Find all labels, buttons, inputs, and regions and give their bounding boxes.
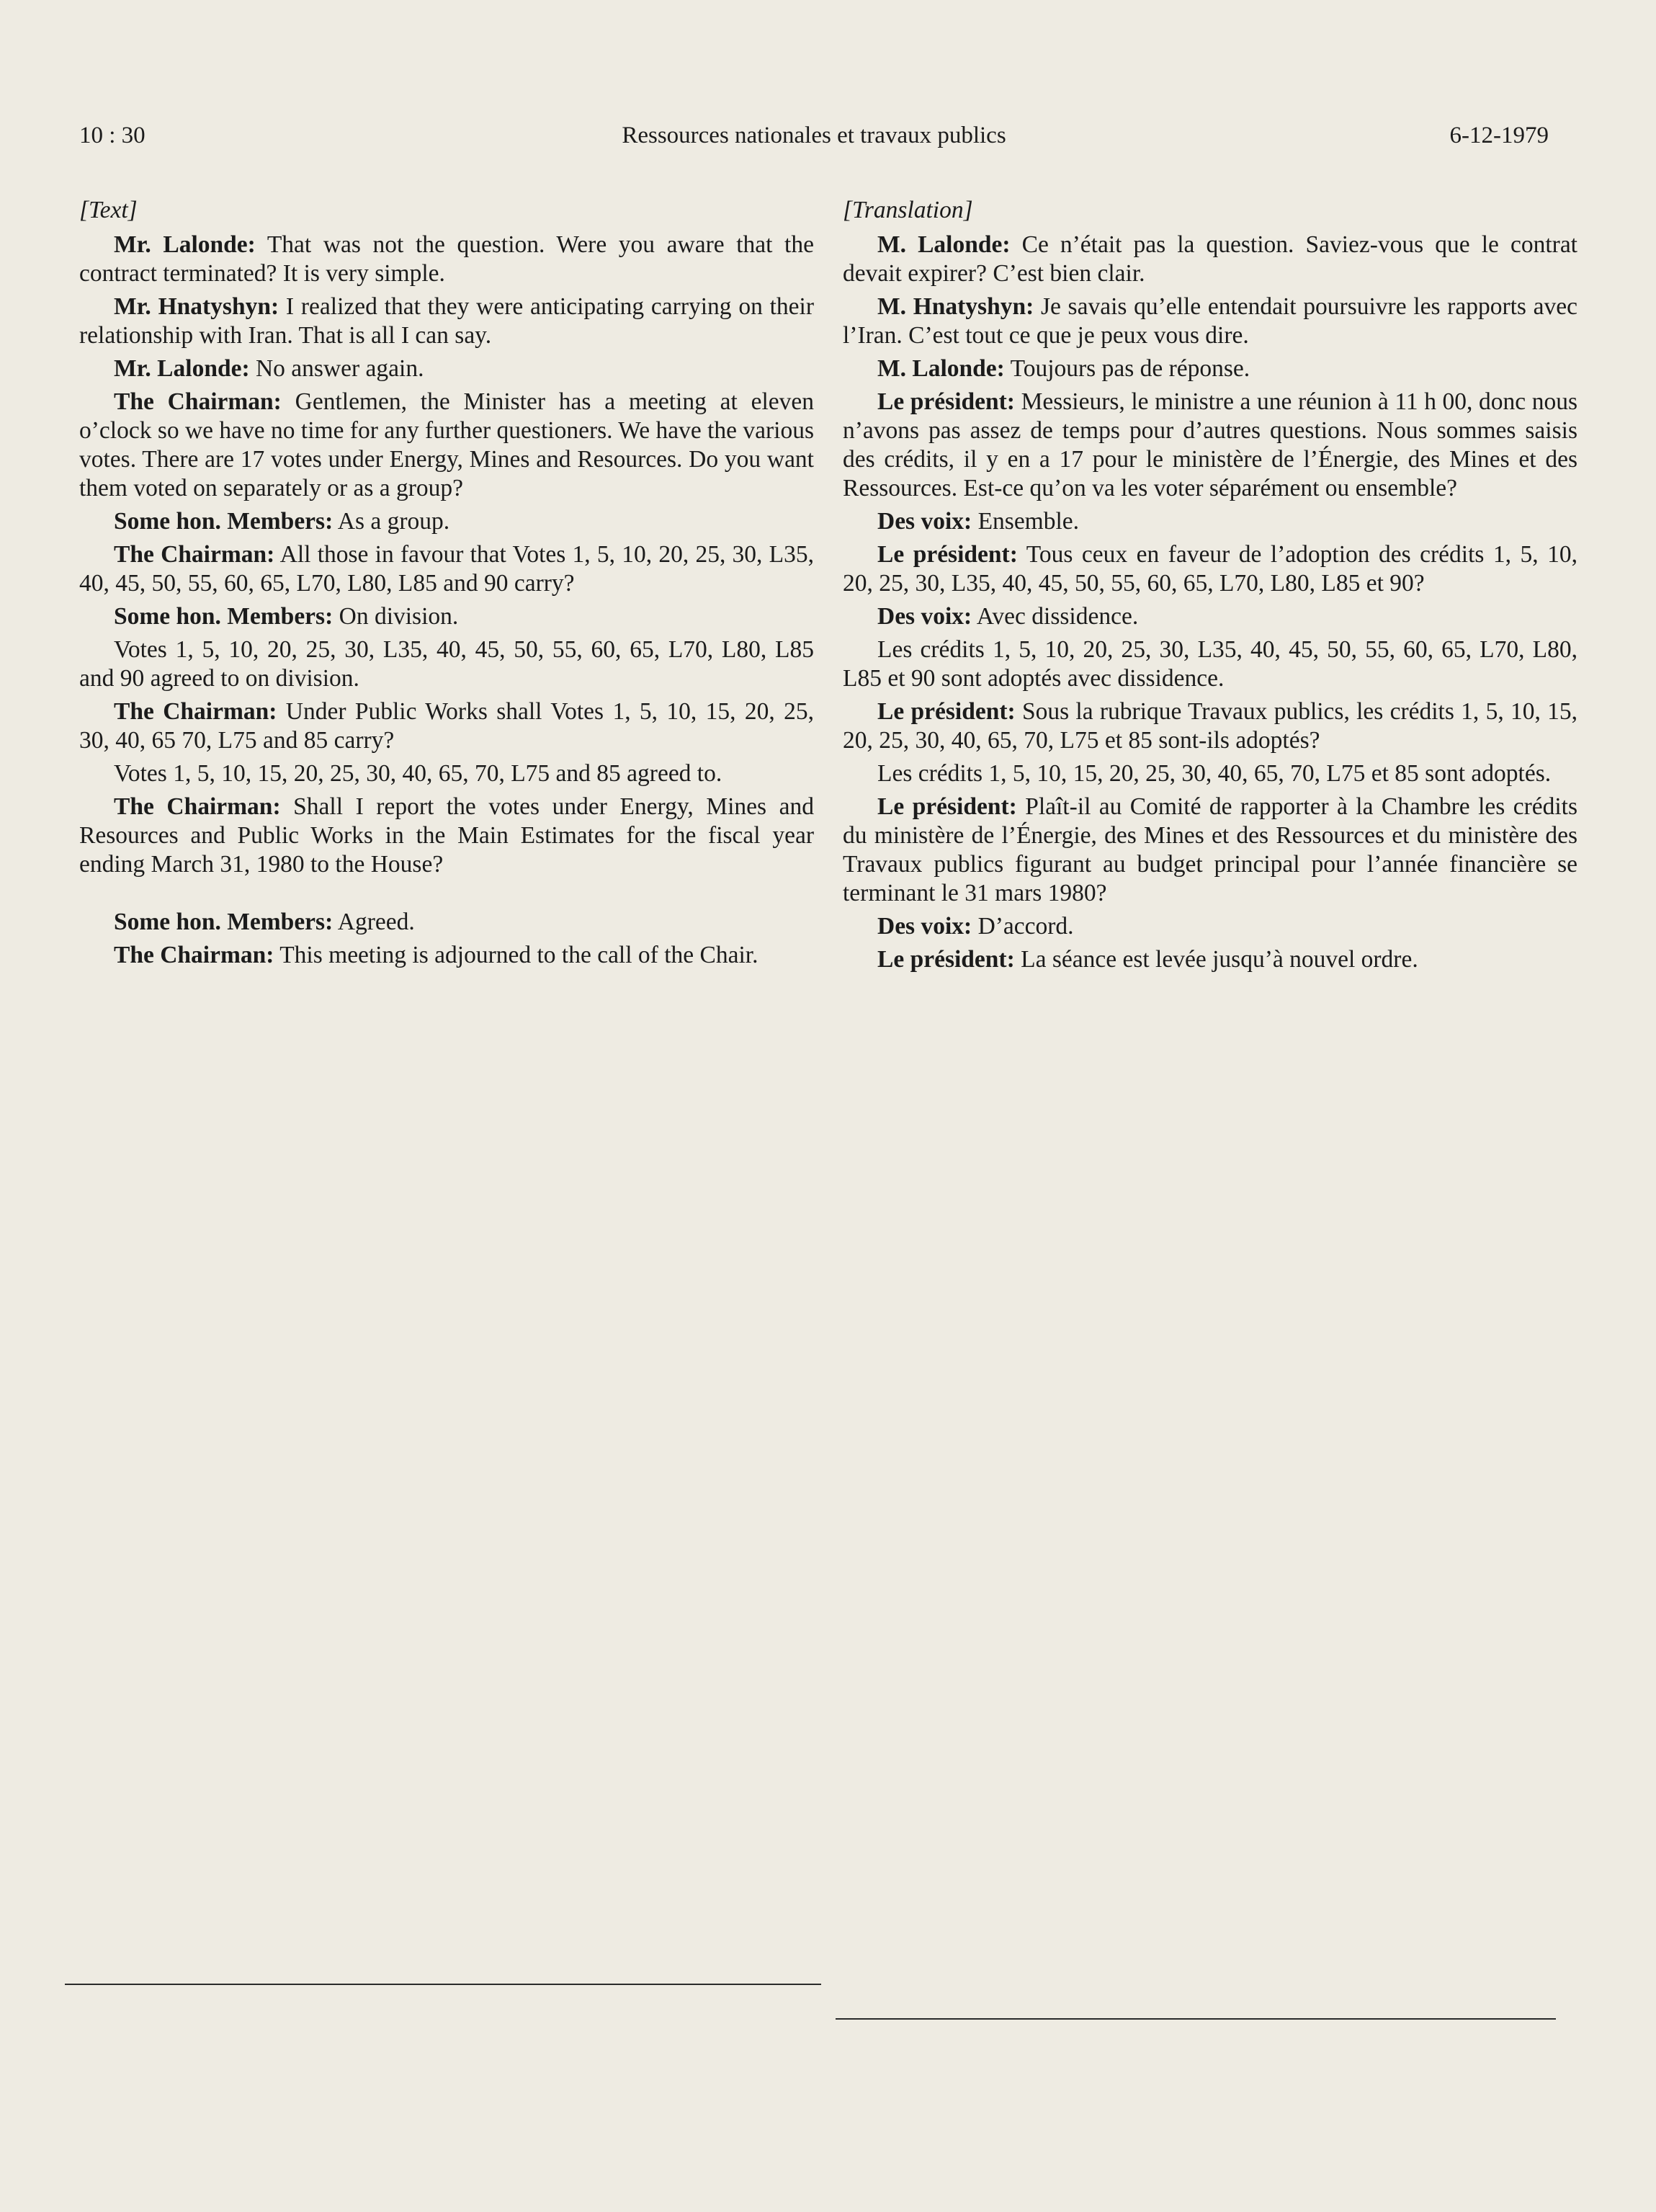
speaker-name: The Chairman:	[114, 541, 275, 568]
paragraph	[843, 507, 1577, 536]
paragraph	[843, 231, 1577, 288]
paragraph	[843, 635, 1577, 693]
left-footer-rule	[65, 1984, 821, 1985]
speech-text: Toujours pas de réponse.	[1010, 355, 1250, 382]
english-column	[79, 196, 814, 974]
speaker-name: Le président:	[877, 698, 1016, 725]
speech-text: Sous la rubrique Travaux publics, les crédits 1, 5, 10, 15, 20, 25, 30, 40, 65, 70, L75 et 85 sont-ils adoptés?	[843, 698, 1578, 754]
speaker-name: Des voix:	[877, 508, 972, 535]
speaker-name: The Chairman:	[114, 793, 281, 820]
speaker-name: Le président:	[877, 541, 1018, 568]
speech-text: On division.	[339, 603, 459, 630]
speech-text: I realized that they were anticipating carrying on their relationship with Iran. That is all I can say.	[79, 293, 814, 349]
speaker-name: Le président:	[877, 946, 1015, 973]
paragraph	[843, 540, 1577, 598]
speech-text: Under Public Works shall Votes 1, 5, 10, 15, 20, 25, 30, 40, 65 70, L75 and 85 carry?	[79, 698, 815, 754]
speaker-name: Des voix:	[877, 603, 972, 630]
speaker-name: Some hon. Members:	[114, 508, 334, 535]
paragraph	[843, 912, 1577, 941]
column-label: [Text]	[79, 197, 138, 223]
speech-text: That was not the question. Were you aware that the contract terminated? It is very simple.	[79, 231, 814, 287]
paragraph	[79, 908, 814, 937]
speech-text: Votes 1, 5, 10, 15, 20, 25, 30, 40, 65, 70, L75 and 85 agreed to.	[114, 760, 722, 787]
speech-text: As a group.	[337, 508, 450, 535]
speech-text: Je savais qu’elle entendait poursuivre les rapports avec l’Iran. C’est tout ce que je peux vous dire.	[843, 293, 1578, 349]
speech-text: La séance est levée jusqu’à nouvel ordre.	[1021, 946, 1418, 973]
speaker-name: The Chairman:	[114, 942, 274, 968]
speaker-name: Des voix:	[877, 913, 972, 940]
speaker-name: Mr. Hnatyshyn:	[114, 293, 279, 320]
paragraph	[79, 697, 814, 755]
running-title: Ressources nationales et travaux publics	[622, 122, 1006, 148]
speech-text: Les crédits 1, 5, 10, 15, 20, 25, 30, 40, 65, 70, L75 et 85 sont adoptés.	[877, 760, 1552, 787]
speech-text: No answer again.	[255, 355, 424, 382]
paragraph	[79, 793, 814, 879]
speaker-name: Le président:	[877, 793, 1017, 820]
paragraph	[843, 793, 1577, 908]
speech-text: Shall I report the votes under Energy, Mines and Resources and Public Works in the Main Estimates for the fiscal year ending March 31, 1980 to the House?	[79, 793, 815, 878]
speaker-name: The Chairman:	[114, 698, 277, 725]
paragraph	[843, 354, 1577, 383]
speech-text: Les crédits 1, 5, 10, 20, 25, 30, L35, 40, 45, 50, 55, 60, 65, L70, L80, L85 et 90 sont adoptés avec dissidence.	[843, 636, 1577, 692]
speaker-name: Mr. Lalonde:	[114, 231, 256, 258]
paragraph	[79, 941, 814, 970]
paragraph	[843, 602, 1577, 631]
speech-text: Messieurs, le ministre a une réunion à 11 h 00, donc nous n’avons pas assez de temps pour d’autres questions. Nous sommes saisis des crédits, il y en a 17 pour le ministère de l’Énergie, des Mines et des Ressources. Est-ce qu’on va les voter séparément ou ensemble?	[843, 388, 1577, 501]
speech-text: Ensemble.	[977, 508, 1080, 535]
paragraph	[79, 602, 814, 631]
speech-text: Plaît-il au Comité de rapporter à la Chambre les crédits du ministère de l’Énergie, des Mines et des Ressources et du ministère des Travaux publics figurant au budget principal pour l’année financière se terminant le 31 mars 1980?	[843, 793, 1577, 906]
speech-text: Ce n’était pas la question. Saviez-vous que le contrat devait expirer? C’est bien clair.	[843, 231, 1577, 287]
french-column	[843, 196, 1577, 978]
paragraph	[843, 945, 1577, 974]
speech-text: Avec dissidence.	[976, 603, 1139, 630]
speech-text: Agreed.	[337, 909, 415, 935]
speaker-name: Some hon. Members:	[114, 909, 334, 935]
page-header	[79, 122, 1549, 166]
speech-text: Tous ceux en faveur de l’adoption des crédits 1, 5, 10, 20, 25, 30, L35, 40, 45, 50, 55, 60, 65, L70, L80, L85 et 90?	[843, 541, 1577, 597]
speaker-name: Mr. Lalonde:	[114, 355, 250, 382]
speaker-name: The Chairman:	[114, 388, 282, 415]
paragraph	[843, 293, 1577, 350]
speaker-name: Some hon. Members:	[114, 603, 334, 630]
speaker-name: Le président:	[877, 388, 1015, 415]
paragraph	[79, 540, 814, 598]
column-label: [Translation]	[843, 197, 973, 223]
paragraph	[79, 231, 814, 288]
speech-text: Gentlemen, the Minister has a meeting at eleven o’clock so we have no time for any further questioners. We have the various votes. There are 17 votes under Energy, Mines and Resources. Do you want them voted on separately or as a group?	[79, 388, 815, 501]
speaker-name: M. Lalonde:	[877, 355, 1005, 382]
speech-text: Votes 1, 5, 10, 20, 25, 30, L35, 40, 45, 50, 55, 60, 65, L70, L80, L85 and 90 agreed to on division.	[79, 636, 814, 692]
paragraph	[79, 388, 814, 503]
speaker-name: M. Hnatyshyn:	[877, 293, 1034, 320]
paragraph	[79, 354, 814, 383]
paragraph	[843, 697, 1577, 755]
speech-text: All those in favour that Votes 1, 5, 10, 20, 25, 30, L35, 40, 45, 50, 55, 60, 65, L70, L80, L85 and 90 carry?	[79, 541, 815, 597]
header-date: 6-12-1979	[1449, 122, 1549, 148]
speaker-name: M. Lalonde:	[877, 231, 1011, 258]
paragraph	[843, 388, 1577, 503]
right-footer-rule	[836, 2018, 1556, 2020]
paragraph	[79, 507, 814, 536]
speech-text: This meeting is adjourned to the call of the Chair.	[279, 942, 758, 968]
paragraph	[79, 293, 814, 350]
paragraph	[79, 635, 814, 693]
paragraph	[79, 759, 814, 788]
speech-text: D’accord.	[977, 913, 1074, 940]
page-number: 10 : 30	[79, 122, 146, 148]
paragraph	[843, 759, 1577, 788]
